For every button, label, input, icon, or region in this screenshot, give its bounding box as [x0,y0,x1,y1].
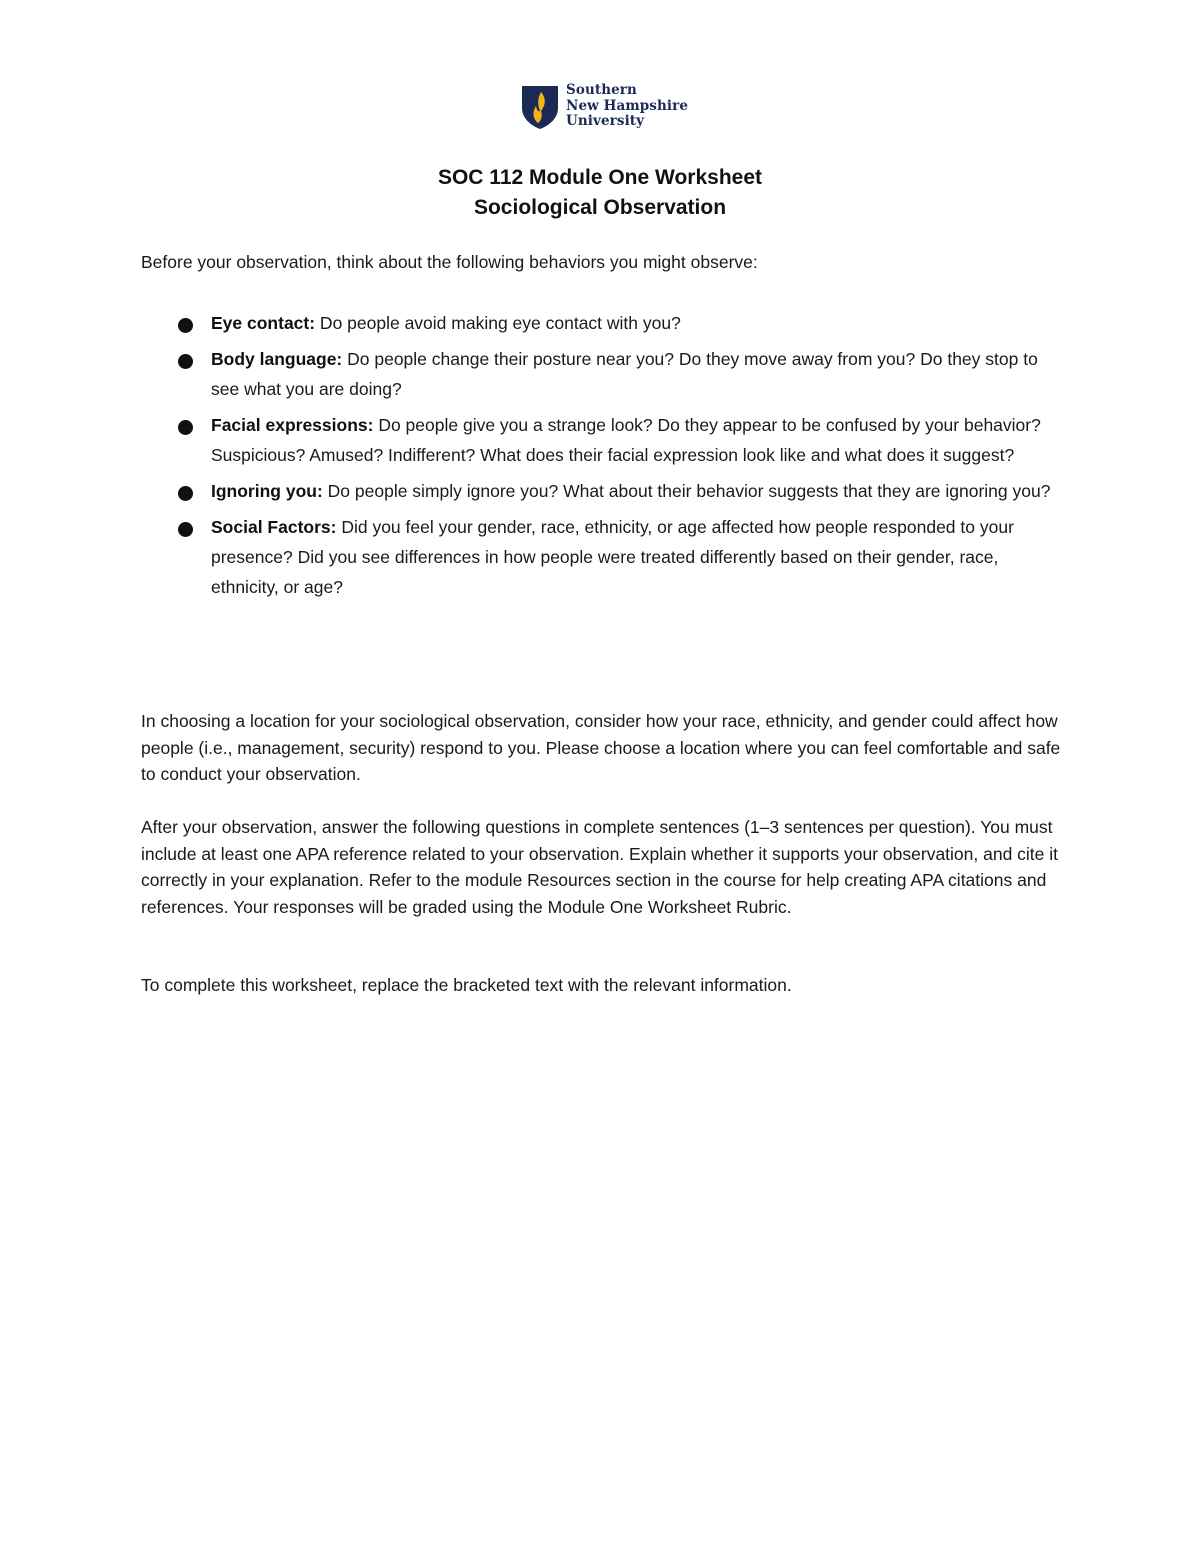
document-title: SOC 112 Module One Worksheet [437,166,763,189]
bullet-icon [178,354,193,369]
logo-line-3: University [566,113,645,129]
behavior-list [141,308,1061,608]
document-title-block [0,163,1200,223]
list-item [141,410,1061,470]
logo-wordmark [566,83,688,130]
logo-line-2: New Hampshire [566,97,689,114]
list-item [141,512,1061,602]
behavior-term: Ignoring you: [211,481,323,501]
behavior-term: Body language: [211,349,343,369]
bullet-icon [178,522,193,537]
behavior-description: Do people change their posture near you? Do they move away from you? Do they stop to see what you are doing? [211,349,1038,399]
list-item [141,476,1061,506]
shield-flame-icon [520,84,560,130]
list-item [141,308,1061,338]
behavior-description: Do people give you a strange look? Do they appear to be confused by your behavior? Suspicious? Amused? Indifferent? What does their facial expression look like and what does it suggest? [211,415,1041,465]
intro-paragraph: Before your observation, think about the following behaviors you might observe: [141,252,758,272]
location-paragraph: In choosing a location for your sociological observation, consider how your race, ethnicity, and gender could affect how people (i.e., management, security) respond to you. Please choose a location where you can feel comfortable and safe to conduct your observation. [141,711,1061,784]
completion-paragraph: To complete this worksheet, replace the bracketed text with the relevant information. [141,975,792,995]
behavior-term: Facial expressions: [211,415,374,435]
behavior-description: Do people simply ignore you? What about their behavior suggests that they are ignoring you? [322,481,1051,501]
bullet-icon [178,318,193,333]
list-item [141,344,1061,404]
instructions-paragraph: After your observation, answer the following questions in complete sentences (1–3 sentences per question). You must include at least one APA reference related to your observation. Explain whether it supports your observation, and cite it correctly in your explanation. Refer to the module Resources section in the course for help creating APA citations and references. Your responses will be graded using the Module One Worksheet Rubric. [141,817,1059,917]
behavior-description: Do people avoid making eye contact with you? [315,313,681,333]
behavior-term: Social Factors: [211,517,337,537]
bullet-icon [178,420,193,435]
logo-line-1: Southern [566,82,637,98]
behavior-description: Did you feel your gender, race, ethnicity, or age affected how people responded to your presence? Did you see differences in how people were treated differently based on their gender, race, ethnicity, or age? [211,517,1014,597]
behavior-term: Eye contact: [211,313,316,333]
document-subtitle: Sociological Observation [473,196,727,219]
bullet-icon [178,486,193,501]
university-logo [520,84,688,130]
